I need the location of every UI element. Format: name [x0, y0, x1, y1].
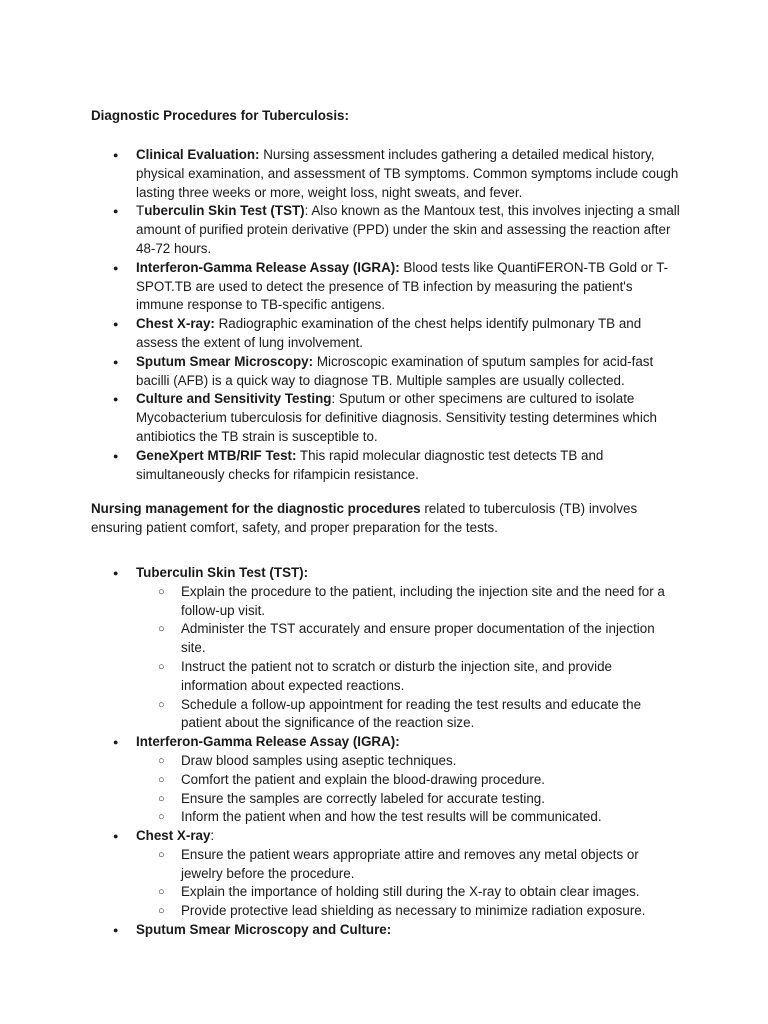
bullet-icon: ● [113, 206, 119, 217]
item-prefix: T [136, 203, 145, 219]
list-item [91, 259, 681, 315]
sub-list-item [136, 696, 681, 734]
bullet-icon: ● [113, 925, 119, 936]
list-item-tst [91, 564, 681, 733]
item-description: Microscopic examination of sputum samples for acid-fast bacilli (AFB) is a quick way to diagnose TB. Multiple samples are usually collected. [136, 353, 654, 388]
sub-list-item [136, 752, 681, 771]
hollow-bullet-icon: ○ [158, 585, 165, 598]
sub-list-item [136, 846, 681, 884]
list-item-chest-xray [91, 827, 681, 921]
sub-list-item [136, 771, 681, 790]
sub-list [136, 583, 681, 733]
section-heading-diagnostic: Diagnostic Procedures for Tuberculosis: [91, 108, 349, 123]
hollow-bullet-icon: ○ [158, 623, 165, 636]
group-title-suffix: : [210, 828, 215, 844]
bullet-icon: ● [113, 319, 119, 330]
sub-item-text: Explain the importance of holding still during the X-ray to obtain clear images. [181, 884, 640, 900]
hollow-bullet-icon: ○ [158, 905, 165, 918]
document-content [91, 107, 681, 940]
list-item [91, 146, 681, 202]
list-item [91, 202, 681, 258]
list-item [91, 353, 681, 391]
list-item [91, 390, 681, 446]
bullet-icon: ● [113, 567, 119, 578]
item-term: Culture and Sensitivity Testing [136, 391, 332, 407]
sub-list-item [136, 620, 681, 658]
sub-item-text: Explain the procedure to the patient, including the injection site and the need for a follow-up visit. [181, 583, 665, 618]
nursing-management-intro [91, 500, 681, 538]
hollow-bullet-icon: ○ [158, 886, 165, 899]
sub-list-item [136, 808, 681, 827]
sub-item-text: Inform the patient when and how the test results will be communicated. [181, 809, 602, 825]
hollow-bullet-icon: ○ [158, 698, 165, 711]
bullet-icon: ● [113, 262, 119, 273]
group-title: Chest X-ray [136, 828, 211, 844]
item-description: Blood tests like QuantiFERON-TB Gold or T-SPOT.TB are used to detect the presence of TB infection by measuring the patient's immune response to TB-specific antigens. [136, 259, 669, 313]
sub-item-text: Comfort the patient and explain the blood-drawing procedure. [181, 771, 546, 787]
bullet-icon: ● [113, 394, 119, 405]
nursing-management-list [91, 564, 681, 940]
group-title: Sputum Smear Microscopy and Culture: [136, 922, 392, 938]
item-term: Sputum Smear Microscopy: [136, 353, 314, 369]
hollow-bullet-icon: ○ [158, 754, 165, 767]
sub-list-item [136, 658, 681, 696]
item-term: Chest X-ray: [136, 316, 215, 332]
group-title: Tuberculin Skin Test (TST): [136, 564, 309, 580]
intro-bold-text: Nursing management for the diagnostic procedures [91, 501, 421, 517]
hollow-bullet-icon: ○ [158, 848, 165, 861]
sub-list [136, 846, 681, 921]
hollow-bullet-icon: ○ [158, 811, 165, 824]
item-term: GeneXpert MTB/RIF Test: [136, 447, 297, 463]
sub-item-text: Ensure the samples are correctly labeled for accurate testing. [181, 790, 545, 806]
item-term: Clinical Evaluation: [136, 147, 260, 162]
item-description: : Also known as the Mantoux test, this involves injecting a small amount of purified protein derivative (PPD) under the skin and assessing the reaction after 48-72 hours. [136, 203, 680, 256]
sub-list-item [136, 883, 681, 902]
sub-list [136, 752, 681, 827]
bullet-icon: ● [113, 831, 119, 842]
sub-item-text: Administer the TST accurately and ensure proper documentation of the injection site. [181, 621, 655, 656]
item-description: Nursing assessment includes gathering a detailed medical history, physical examination, and assessment of TB symptoms. Common symptoms include cough lasting three weeks or more, weight loss, night sweats, and fever. [136, 147, 679, 200]
bullet-icon: ● [113, 356, 119, 367]
item-description: : Sputum or other specimens are cultured to isolate Mycobacterium tuberculosis for definitive diagnosis. Sensitivity testing determines which antibiotics the TB strain is susceptible to. [136, 391, 657, 444]
sub-item-text: Draw blood samples using aseptic techniques. [181, 752, 457, 768]
list-item-sputum [91, 921, 681, 940]
sub-list-item [136, 583, 681, 621]
item-description: Radiographic examination of the chest helps identify pulmonary TB and assess the extent of lung involvement. [136, 316, 642, 350]
group-title: Interferon-Gamma Release Assay (IGRA): [136, 734, 400, 750]
hollow-bullet-icon: ○ [158, 792, 165, 805]
item-term: uberculin Skin Test (TST) [144, 203, 305, 219]
hollow-bullet-icon: ○ [158, 660, 165, 673]
hollow-bullet-icon: ○ [158, 773, 165, 786]
bullet-icon: ● [113, 150, 119, 160]
sub-list-item [136, 902, 681, 921]
sub-list-item [136, 790, 681, 809]
sub-item-text: Provide protective lead shielding as necessary to minimize radiation exposure. [181, 903, 646, 919]
sub-item-text: Ensure the patient wears appropriate attire and removes any metal objects or jewelry before the procedure. [181, 846, 639, 881]
sub-item-text: Instruct the patient not to scratch or disturb the injection site, and provide information about expected reactions. [181, 658, 612, 693]
list-item [91, 447, 681, 485]
list-item-igra [91, 733, 681, 827]
item-term: Interferon-Gamma Release Assay (IGRA): [136, 259, 400, 275]
item-description: This rapid molecular diagnostic test detects TB and simultaneously checks for rifampicin resistance. [136, 447, 604, 482]
list-item [91, 315, 681, 353]
intro-text: related to tuberculosis (TB) involves ensuring patient comfort, safety, and proper preparation for the tests. [91, 501, 638, 536]
sub-item-text: Schedule a follow-up appointment for reading the test results and educate the patient about the significance of the reaction size. [181, 696, 642, 731]
diagnostic-procedures-list [91, 146, 681, 484]
bullet-icon: ● [113, 450, 119, 461]
bullet-icon: ● [113, 737, 119, 748]
